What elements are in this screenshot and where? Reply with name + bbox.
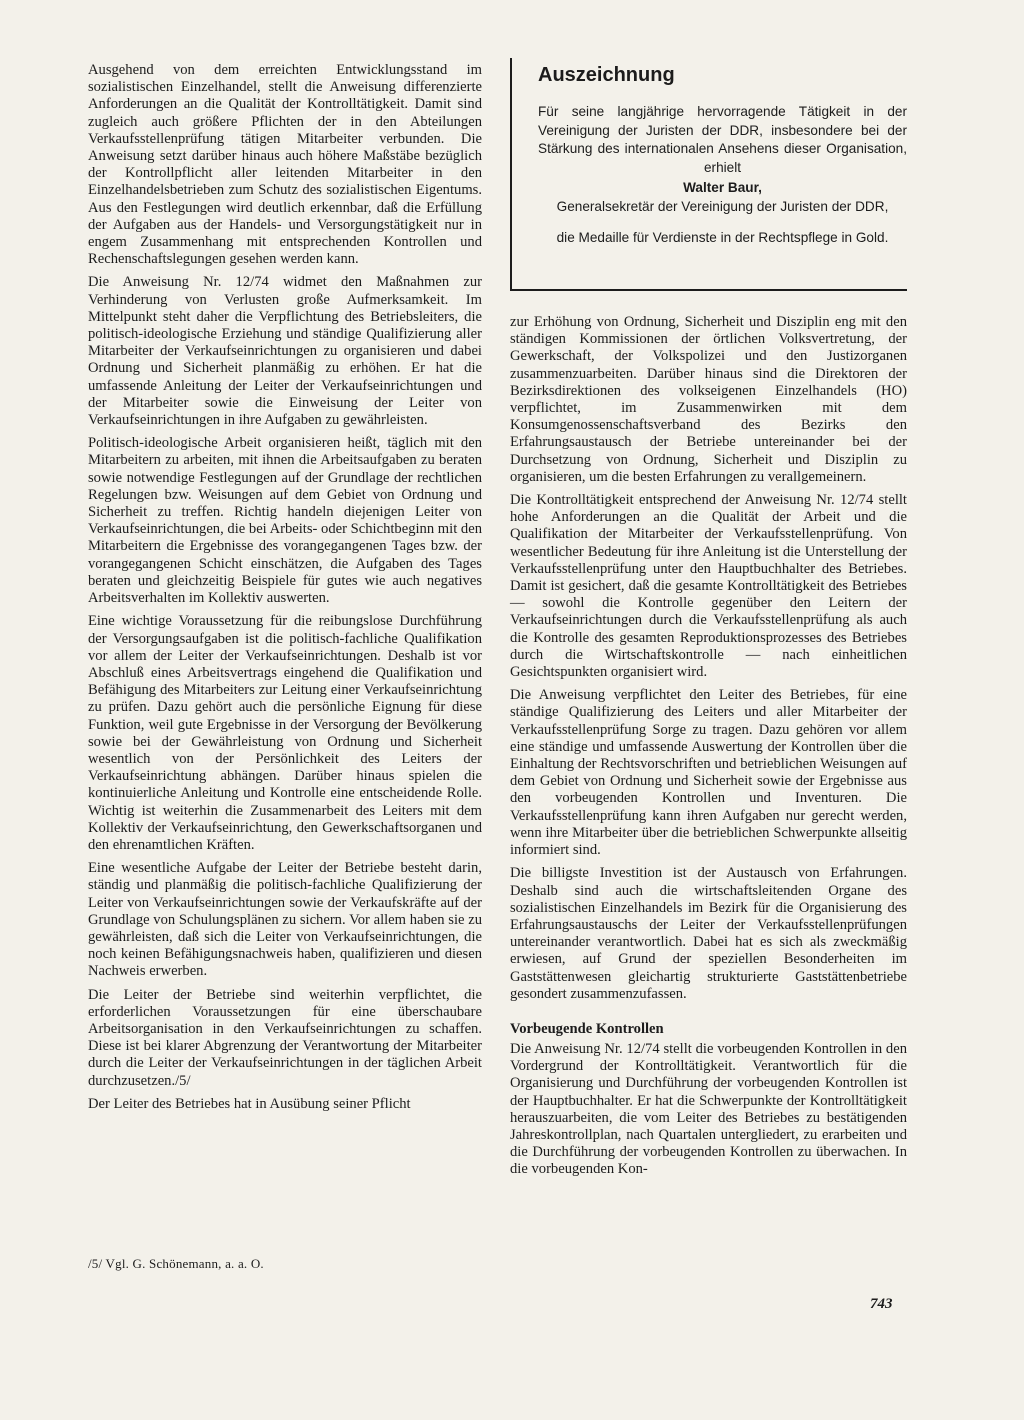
section-heading: Vorbeugende Kontrollen <box>510 1020 664 1037</box>
award-box <box>510 58 907 291</box>
footnote: /5/ Vgl. G. Schönemann, a. a. O. <box>88 1256 264 1271</box>
award-recipient-role: Generalsekretär der Vereinigung der Juristen der DDR, <box>556 198 889 214</box>
paragraph: Politisch-ideologische Arbeit organisieren heißt, täglich mit den Mitarbeitern zu arbeiten, mit ihnen die Arbeitsaufgaben zu beraten sowie notwendige Festlegungen auf der Grundlage der rechtlichen Regelungen bzw. Weisungen auf dem Gebiet von Ordnung und Sicherheit zu treffen. Richtig handeln diejenigen Leiter von Verkaufseinrichtungen, die bei Arbeits- oder Schichtbeginn mit den Mitarbeitern die Ergebnisse des vorangegangenen Tages bzw. der vorangegangenen Schicht einschätzen, die Aufgaben des Tages beraten und gleichzeitig Beispiele für gutes wie auch negatives Arbeitsverhalten im Kollektiv auswerten. <box>88 435 482 607</box>
left-column <box>88 62 482 1113</box>
paragraph: Ausgehend von dem erreichten Entwicklungsstand im sozialistischen Einzelhandel, stellt die Anweisung differenzierte Anforderungen an die Qualität der Kontrolltätigkeit. Damit sind zugleich auch größere Pflichten der in den Abteilungen Verkaufsstellenprüfung tätigen Mitarbeiter verbunden. Die Anweisung setzt darüber hinaus auch höhere Maßstäbe bezüglich der Kontrollpflicht aller leitenden Mitarbeiter in den Einzelhandelsbetrieben zum Schutz des sozialistischen Eigentums. Aus den Festlegungen wird deutlich erkennbar, daß die Erfüllung der Aufgaben aus der Handels- und Versorgungstätigkeit nur in engem Zusammenhang mit entsprechenden Kontrollen und Rechenschaftslegungen gesehen werden kann. <box>88 62 482 268</box>
paragraph: Der Leiter des Betriebes hat in Ausübung seiner Pflicht <box>88 1095 411 1112</box>
award-medal: die Medaille für Verdienste in der Rechtspflege in Gold. <box>556 229 889 245</box>
paragraph: Die Anweisung verpflichtet den Leiter des Betriebes, für eine ständige Qualifizierung des Leiters und aller Mitarbeiter der Verkaufsstellenprüfung Sorge zu tragen. Dazu gehören vor allem eine ständige und umfassende Auswertung der Kontrollen über die Einhaltung der Rechtsvorschriften und betrieblichen Weisungen auf dem Gebiet von Ordnung und Sicherheit sowie der Ergebnisse aus den vorbeugenden Kontrollen und Inventuren. Die Verkaufsstellenprüfung kann ihren Aufgaben nur gerecht werden, wenn ihre Mitarbeiter über die betrieblichen Schwerpunkte allseitig informiert sind. <box>510 687 907 859</box>
right-column <box>510 314 907 1179</box>
award-intro: Für seine langjährige hervorragende Tätigkeit in der Vereinigung der Juristen der DDR, insbesondere bei der Stärkung des internationalen Ansehens dieser Organisation, erhielt <box>538 104 907 175</box>
paragraph: Die billigste Investition ist der Austausch von Erfahrungen. Deshalb sind auch die wirtschaftsleitenden Organe des sozialistischen Einzelhandels im Bezirk für die Organisierung des Erfahrungsaustauschs der Leiter der Verkaufsstellenprüfungen untereinander verantwortlich. Dabei hat es sich als zweckmäßig erwiesen, auf Grund der speziellen Besonderheiten im Gaststättenwesen gleichartig strukturierte Gaststättenbetriebe gesondert zusammenzufassen. <box>510 865 907 1002</box>
paragraph: Die Anweisung Nr. 12/74 stellt die vorbeugenden Kontrollen in den Vordergrund der Kontrolltätigkeit. Verantwortlich für die Organisierung und Durchführung der vorbeugenden Kontrollen ist der Hauptbuchhalter. Er hat die Schwerpunkte der Kontrolltätigkeit herauszuarbeiten, die vom Leiter des Betriebes zu bestätigenden Jahreskontrollplan, nach Quartalen untergliedert, zu erarbeiten und die Durchführung der vorbeugenden Kontrollen zu überwachen. In die vorbeugenden Kon- <box>510 1040 907 1178</box>
paragraph: Die Kontrolltätigkeit entsprechend der Anweisung Nr. 12/74 stellt hohe Anforderungen an die Qualität der Arbeit und die Qualifikation der Mitarbeiter der Verkaufsstellenprüfung. Von wesentlicher Bedeutung für ihre Anleitung ist die Unterstellung der Verkaufsstellenprüfung unter den Hauptbuchhalter des Betriebes. Damit ist gesichert, daß die gesamte Kontrolltätigkeit des Betriebes — sowohl die Kontrolle gegenüber den Leitern der Verkaufseinrichtungen durch die Verkaufsstellenprüfung als auch die Kontrolle des gesamten Reproduktionsprozesses des Betriebes durch die Wirtschaftskontrolle — nach einheitlichen Gesichtspunkten organisiert wird. <box>510 492 907 681</box>
award-title: Auszeichnung <box>538 64 675 86</box>
paragraph: Eine wesentliche Aufgabe der Leiter der Betriebe besteht darin, ständig und planmäßig die politisch-fachliche Qualifizierung der Leiter von Verkaufseinrichtungen sowie der Verkaufskräfte auf der Grundlage von Schulungsplänen zu sichern. Vor allem haben sie zu gewährleisten, daß sich die Leiter von Verkaufseinrichtungen, die noch keinen Befähigungsnachweis haben, qualifizieren und diesen Nachweis erwerben. <box>88 860 482 980</box>
paragraph: Eine wichtige Voraussetzung für die reibungslose Durchführung der Versorgungsaufgaben ist die politisch-fachliche Qualifikation vor allem der Leiter der Verkaufseinrichtungen. Deshalb ist vor Abschluß eines Arbeitsvertrags eingehend die Qualifikation und Befähigung des Mitarbeiters zur Leitung einer Verkaufseinrichtung zu prüfen. Dazu gehört auch die persönliche Eignung für diese Funktion, weil gute Ergebnisse in der Versorgung der Bevölkerung sowie bei der Gewährleistung von Ordnung und Sicherheit wesentlich von der Persönlichkeit des Leiters der Verkaufseinrichtung abhängen. Darüber hinaus spielen die kontinuierliche Anleitung und Kontrolle eine entscheidende Rolle. Wichtig ist weiterhin die Zusammenarbeit des Leiters mit dem Kollektiv der Verkaufseinrichtung, den Gewerkschaftsorganen und den ehrenamtlichen Kräften. <box>88 613 482 853</box>
page-number: 743 <box>870 1296 893 1312</box>
paragraph: Die Leiter der Betriebe sind weiterhin verpflichtet, die erforderlichen Voraussetzungen für eine überschaubare Arbeitsorganisation in den Verkaufseinrichtungen zu schaffen. Diese ist bei klarer Abgrenzung der Verantwortung der Mitarbeiter durch die Leiter der Verkaufseinrichtungen in der täglichen Arbeit durchzusetzen./5/ <box>88 986 482 1089</box>
paragraph: Die Anweisung Nr. 12/74 widmet den Maßnahmen zur Verhinderung von Verlusten große Aufmerksamkeit. Im Mittelpunkt steht daher die Verpflichtung des Betriebsleiters, die politisch-ideologische Erziehung und ständige Qualifizierung aller Mitarbeiter der Verkaufseinrichtungen zu organisieren und dabei Ordnung und Sicherheit planmäßig zu erhöhen. Er hat die umfassende Anleitung der Leiter der Verkaufseinrichtungen und der Mitarbeiter sowie die Einweisung der Leiter von Verkaufseinrichtungen in ihre Aufgaben zu gewährleisten. <box>88 274 482 429</box>
paragraph: zur Erhöhung von Ordnung, Sicherheit und Disziplin eng mit den ständigen Kommissionen der örtlichen Volksvertretung, der Gewerkschaft, der Volkspolizei und den Justizorganen zusammenzuarbeiten. Darüber hinaus sind die Direktoren der Bezirksdirektionen des volkseigenen Einzelhandels (HO) verpflichtet, im Zusammenwirken mit dem Konsumgenossenschaftsverband des Bezirks den Erfahrungsaustausch der Betriebe untereinander bei der Durchsetzung von Ordnung, Sicherheit und Disziplin zu organisieren, um die besten Erfahrungen zu verallgemeinern. <box>510 314 907 485</box>
award-recipient-name: Walter Baur, <box>683 180 762 196</box>
